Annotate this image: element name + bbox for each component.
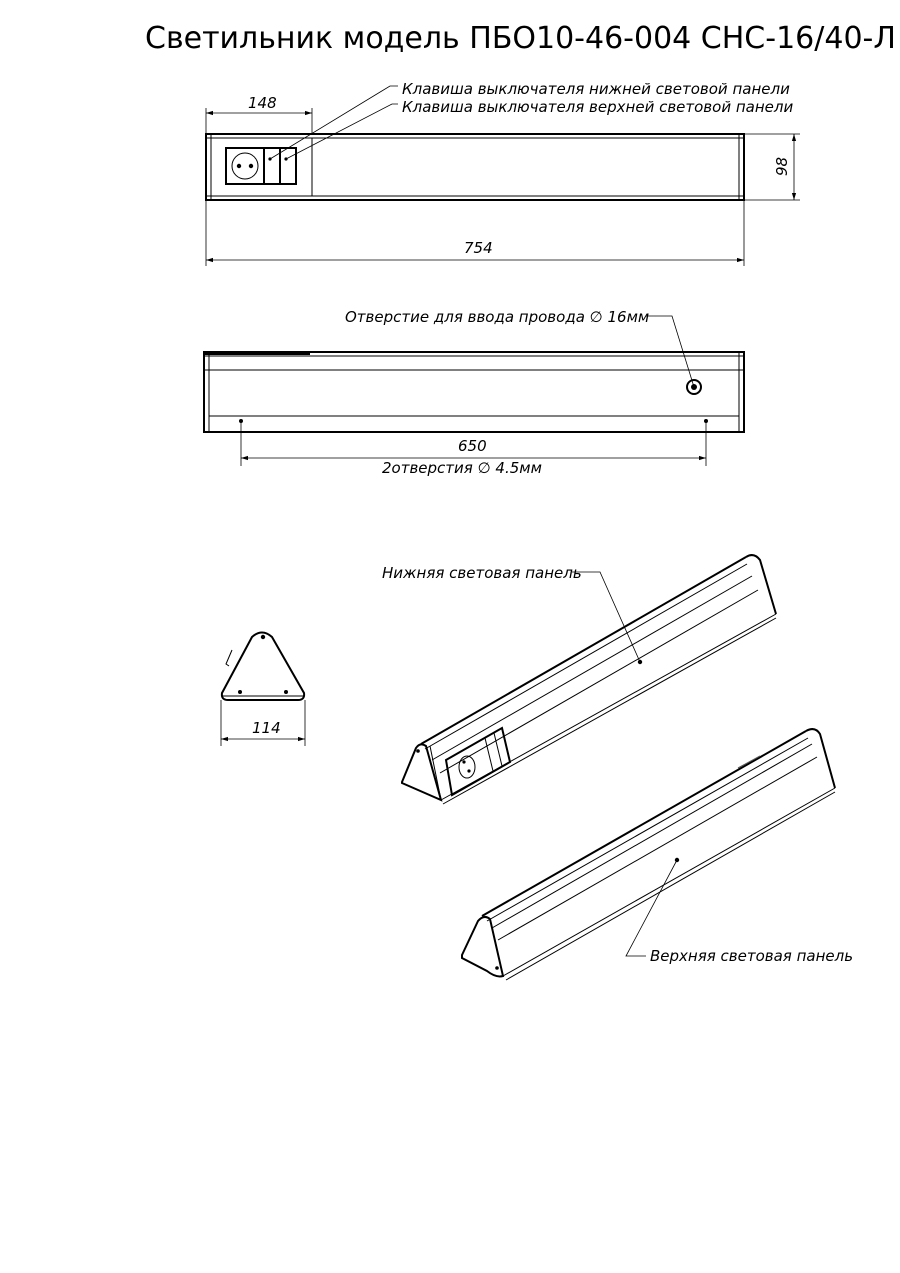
dim-side-width: 114 (252, 719, 281, 737)
upper-switch-key (280, 148, 296, 184)
front-view (206, 80, 800, 266)
dim-length: 754 (464, 239, 493, 257)
dim-socket-block: 148 (248, 94, 277, 112)
back-view (204, 308, 744, 477)
mount-holes-note: 2отверстия ∅ 4.5мм (382, 459, 542, 477)
dim-height: 98 (773, 156, 791, 176)
dim-mount-holes: 650 (458, 437, 487, 455)
socket-outlet (226, 148, 264, 184)
lower-panel-label: Нижняя световая панель (382, 564, 582, 582)
callout-lower-switch: Клавиша выключателя нижней световой панели (402, 80, 790, 98)
iso-upper-panel (462, 729, 853, 980)
lower-switch-key (264, 148, 280, 184)
drawing-title: Светильник модель ПБО10-46-004 СНС-16/40-Л (145, 21, 896, 56)
callout-upper-switch: Клавиша выключателя верхней световой панели (402, 98, 794, 116)
side-view (221, 633, 305, 747)
callout-wire-hole: Отверстие для ввода провода ∅ 16мм (345, 308, 650, 326)
upper-panel-label: Верхняя световая панель (650, 947, 854, 965)
iso-lower-panel (382, 555, 776, 804)
